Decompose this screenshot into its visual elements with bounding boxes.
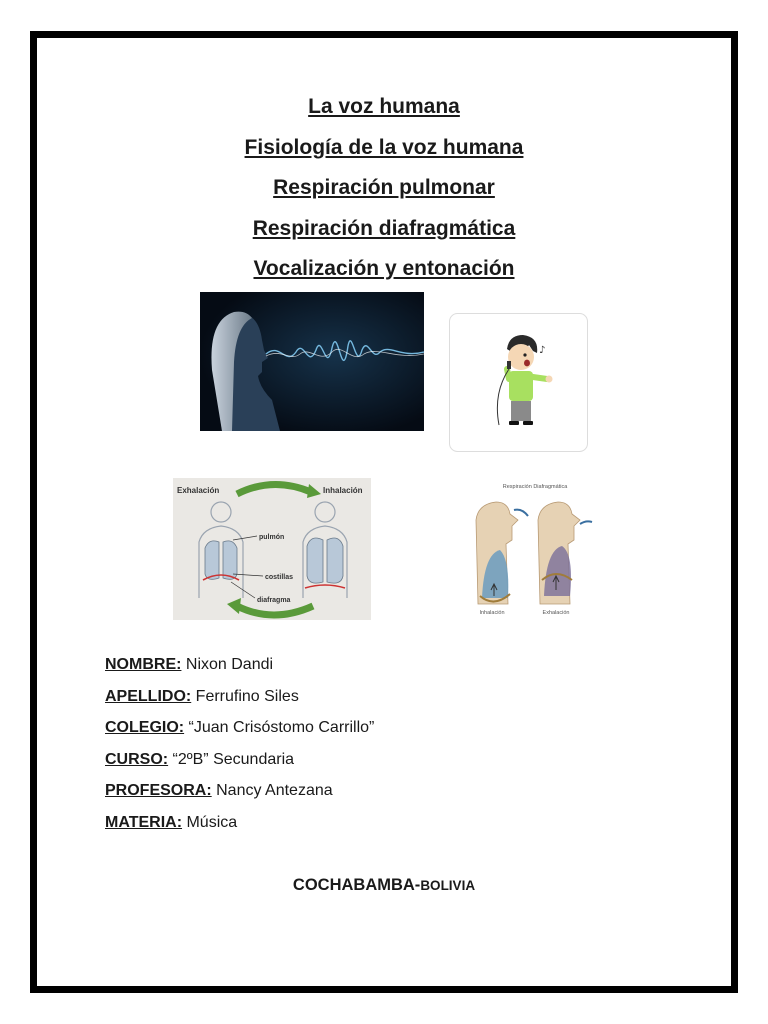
title-line: Fisiología de la voz humana xyxy=(244,135,524,159)
field-curso xyxy=(105,750,374,782)
breathing-diagram xyxy=(173,478,371,620)
title-line: Vocalización y entonación xyxy=(253,257,515,280)
location-footer xyxy=(37,876,731,895)
field-value: Nixon Dandi xyxy=(181,656,274,673)
field-apellido xyxy=(105,687,374,719)
inhale-label: Inhalación xyxy=(323,486,363,495)
field-value: “Juan Crisóstomo Carrillo” xyxy=(184,719,375,736)
field-label: CURSO: xyxy=(105,750,169,768)
field-label: NOMBRE: xyxy=(105,656,182,673)
field-nombre xyxy=(105,655,374,687)
footer-country: BOLIVIA xyxy=(420,878,476,893)
lung-label: pulmón xyxy=(259,534,285,541)
title-line: Respiración diafragmática xyxy=(252,216,516,240)
ribs-label: costillas xyxy=(265,574,294,581)
voice-wave-photo xyxy=(200,292,424,431)
field-value: Ferrufino Siles xyxy=(191,687,299,705)
field-label: MATERIA: xyxy=(105,813,183,831)
title-line: La voz humana xyxy=(308,95,460,118)
inhale-caption: Inhalación xyxy=(479,610,505,616)
exhale-label: Exhalación xyxy=(177,486,220,495)
singer-cartoon xyxy=(449,313,588,452)
title-block xyxy=(37,94,731,297)
field-label: APELLIDO: xyxy=(105,687,192,705)
field-colegio xyxy=(105,718,374,750)
field-materia xyxy=(105,813,374,845)
field-value: Nancy Antezana xyxy=(211,782,333,799)
diaphragm-diagram xyxy=(470,480,600,620)
page-border xyxy=(30,31,738,993)
field-value: “2ºB” Secundaria xyxy=(168,750,295,768)
exhale-caption: Exhalación xyxy=(542,610,570,616)
field-value: Música xyxy=(182,813,238,831)
diaphragm-label: diafragma xyxy=(257,597,291,604)
field-profesora xyxy=(105,781,374,813)
student-info xyxy=(105,655,374,844)
svg-text:♪: ♪ xyxy=(539,345,546,356)
title-line: Respiración pulmonar xyxy=(273,176,495,199)
field-label: COLEGIO: xyxy=(105,719,185,736)
diaphragm-title: Respiración Diafragmática xyxy=(502,484,568,490)
footer-city: COCHABAMBA- xyxy=(292,876,421,894)
field-label: PROFESORA: xyxy=(105,782,212,799)
